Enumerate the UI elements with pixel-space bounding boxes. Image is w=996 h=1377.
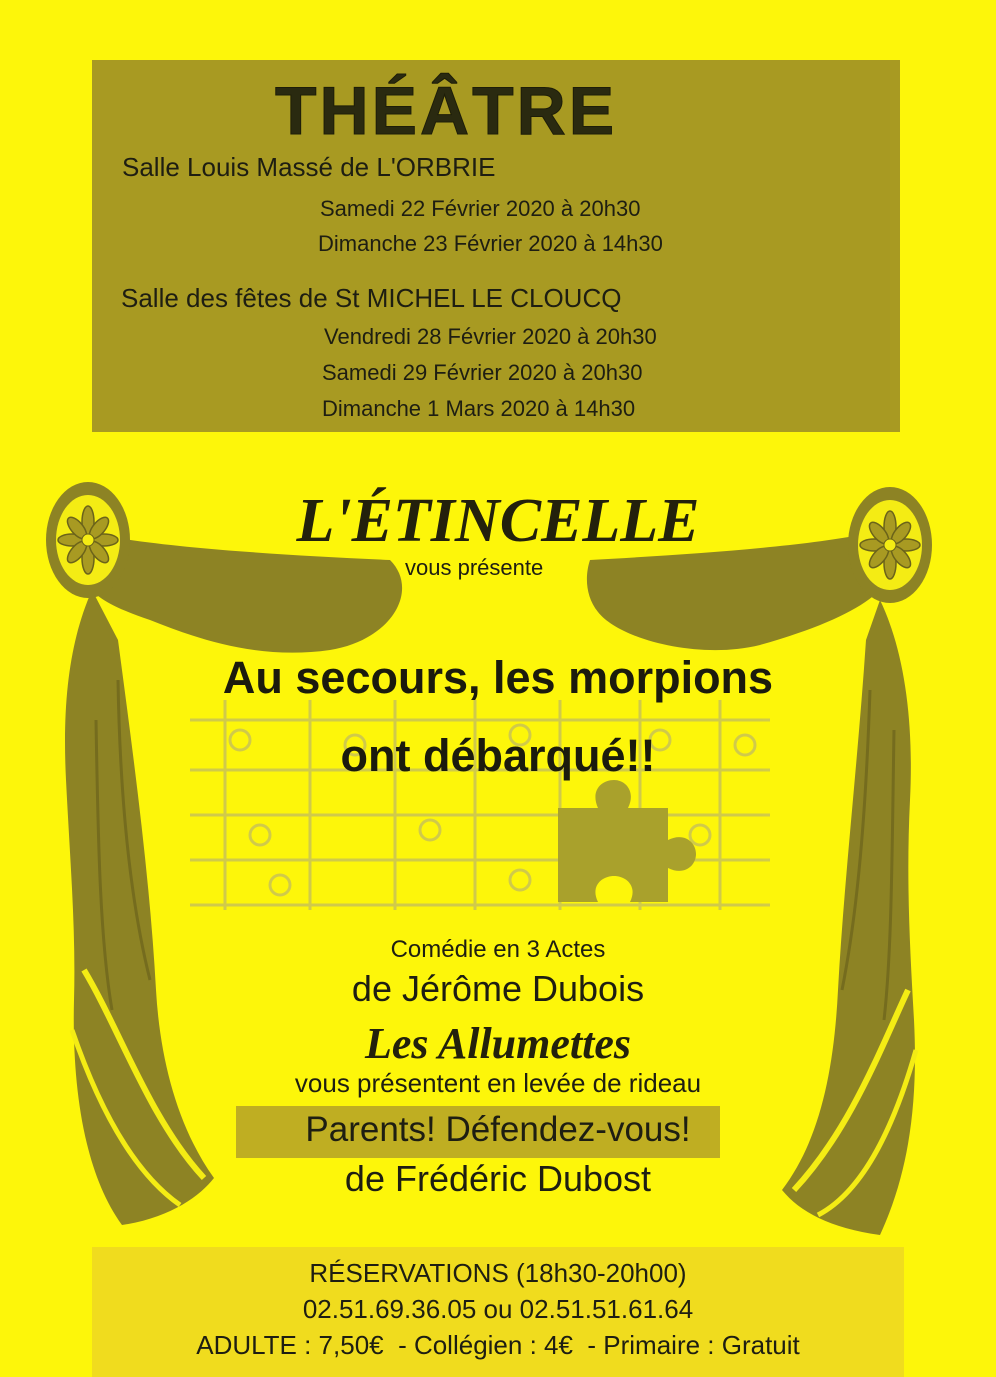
curtain-raiser-intro: vous présentent en levée de rideau <box>294 1068 702 1098</box>
venue-1: Salle Louis Massé de L'ORBRIE <box>122 152 496 182</box>
venue-2: Salle des fêtes de St MICHEL LE CLOUCQ <box>121 283 622 313</box>
presents-label: vous présente <box>405 555 544 580</box>
puzzle-piece-icon <box>558 780 696 902</box>
play-title-line-2: ont débarqué!! <box>340 730 656 781</box>
curtain-raiser-title: Parents! Défendez-vous! <box>305 1110 691 1149</box>
reservations-phones: 02.51.69.36.05 ou 02.51.51.61.64 <box>302 1294 694 1324</box>
reservations-title: RÉSERVATIONS (18h30-20h00) <box>309 1258 687 1288</box>
genre-label: Comédie en 3 Actes <box>390 936 606 963</box>
venue-1-date-1: Samedi 22 Février 2020 à 20h30 <box>320 196 641 221</box>
venue-2-date-2: Samedi 29 Février 2020 à 20h30 <box>322 360 643 385</box>
troupe-name: L'ÉTINCELLE <box>296 487 700 555</box>
play-title-line-1: Au secours, les morpions <box>222 652 774 703</box>
page-title: THÉÂTRE <box>275 73 618 149</box>
author-label: de Jérôme Dubois <box>351 968 645 1009</box>
reservations-prices: ADULTE : 7,50€ - Collégien : 4€ - Primaire : Gratuit <box>196 1330 800 1360</box>
curtain-raiser-author: de Frédéric Dubost <box>344 1158 652 1199</box>
venue-1-date-2: Dimanche 23 Février 2020 à 14h30 <box>318 231 663 256</box>
venue-2-date-3: Dimanche 1 Mars 2020 à 14h30 <box>322 396 636 421</box>
venue-2-date-1: Vendredi 28 Février 2020 à 20h30 <box>324 324 657 349</box>
second-troupe-name: Les Allumettes <box>364 1019 632 1068</box>
